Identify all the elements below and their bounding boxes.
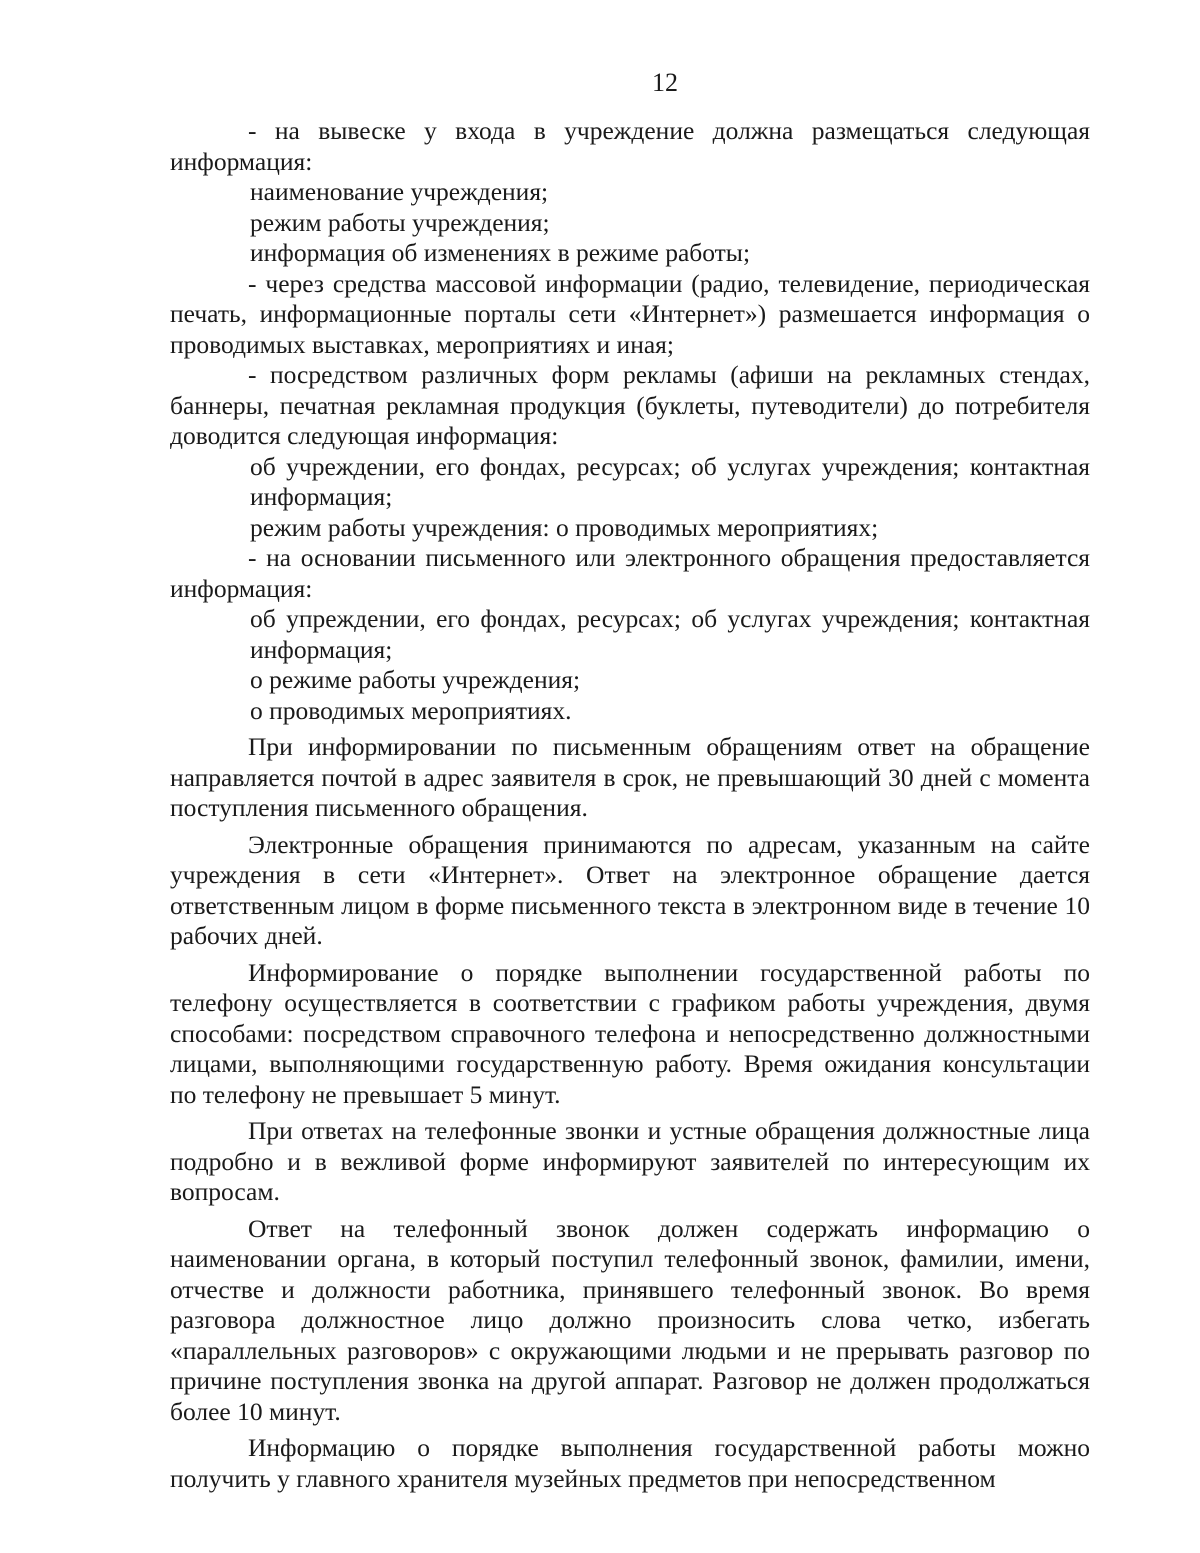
paragraph: Информацию о порядке выполнения государственной работы можно получить у главного хранителя музейных предметов при непосредственном [170,1433,1090,1493]
list-item: режим работы учреждения; [250,207,550,237]
list-item: о проводимых мероприятиях. [250,695,572,725]
list-item: об учреждении, его фондах, ресурсах; об услугах учреждения; контактная информация; [250,451,1090,511]
paragraph: Информирование о порядке выполнении государственной работы по телефону осуществляется в соответствии с графиком работы учреждения, двумя способами: посредством справочного телефона и непосредственно должностными лицами, выполняющими государственную работу. Время ожидания консультации по телефону не превышает 5 минут. [170,957,1090,1109]
paragraph: - на вывеске у входа в учреждение должна размещаться следующая информация: [170,116,1090,176]
list-item: о режиме работы учреждения; [250,665,581,694]
paragraph: При ответах на телефонные звонки и устные обращения должностные лица подробно и в вежливой форме информируют заявителей по интересующим их вопросам. [170,1116,1090,1206]
paragraph: - на основании письменного или электронного обращения предоставляется информация: [170,543,1090,603]
paragraph: При информировании по письменным обращениям ответ на обращение направляется почтой в адрес заявителя в срок, не превышающий 30 дней с момента поступления письменного обращения. [170,732,1090,822]
list-item: об упреждении, его фондах, ресурсах; об услугах учреждения; контактная информация; [250,604,1090,664]
list-item: наименование учреждения; [250,177,549,206]
paragraph: - через средства массовой информации (радио, телевидение, периодическая печать, информационные порталы сети «Интернет») размешается информация о проводимых выставках, мероприятиях и иная; [170,268,1090,359]
document-body [170,116,1090,1494]
list-item: режим работы учреждения: о проводимых мероприятиях; [250,512,879,542]
paragraph: - посредством различных форм рекламы (афиши на рекламных стендах, баннеры, печатная рекламная продукция (буклеты, путеводители) до потребителя доводится следующая информация: [170,360,1090,450]
paragraph: Электронные обращения принимаются по адресам, указанным на сайте учреждения в сети «Интернет». Ответ на электронное обращение дается ответственным лицом в форме письменного текста в электронном виде в течение 10 рабочих дней. [170,829,1090,950]
paragraph: Ответ на телефонный звонок должен содержать информацию о наименовании органа, в который поступил телефонный звонок, фамилии, имени, отчестве и должности работника, принявшего телефонный звонок. Во время разговора должностное лицо должно произносить слова четко, избегать «параллельных разговоров» с окружающими людьми и не прерывать разговор по причине поступления звонка на другой аппарат. Разговор не должен продолжаться более 10 минут. [170,1213,1090,1426]
page-number: 12 [652,68,678,97]
list-item: информация об изменениях в режиме работы; [250,238,751,267]
